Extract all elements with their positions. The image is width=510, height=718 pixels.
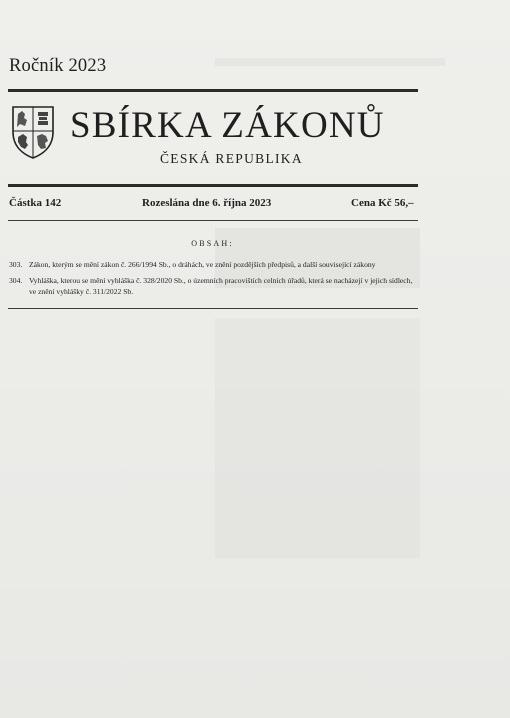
czech-coat-of-arms-icon [10,104,56,160]
contents-item [9,275,419,297]
contents-item-number: 304. [9,276,23,285]
volume-year: Ročník 2023 [9,56,107,76]
header-rule-bottom [8,184,418,187]
show-through-text [215,318,420,558]
contents-item-number: 303. [9,260,23,269]
issue-price: Cena Kč 56,– [351,197,414,209]
contents-item-text: Zákon, kterým se mění zákon č. 266/1994 Sb., o dráhách, ve znění pozdějších předpisů, a další související zákony [29,260,376,269]
page-subtitle: ČESKÁ REPUBLIKA [160,151,303,166]
contents-heading: OBSAH: [191,239,234,248]
page-title: SBÍRKA ZÁKONŮ [70,105,385,146]
issue-part: Částka 142 [9,197,62,209]
contents-item-text: Vyhláška, kterou se mění vyhláška č. 328/2020 Sb., o územních pracovištích celních úřadů, která se nacházejí v jejich sídlech, ve znění vyhlášky č. 311/2022 Sb. [29,276,413,296]
contents-item [9,259,419,270]
issue-rule [8,220,418,221]
contents-rule [8,308,418,309]
issue-distributed: Rozeslána dne 6. října 2023 [142,197,272,209]
header-rule-top [8,89,418,92]
show-through-text [215,58,445,66]
